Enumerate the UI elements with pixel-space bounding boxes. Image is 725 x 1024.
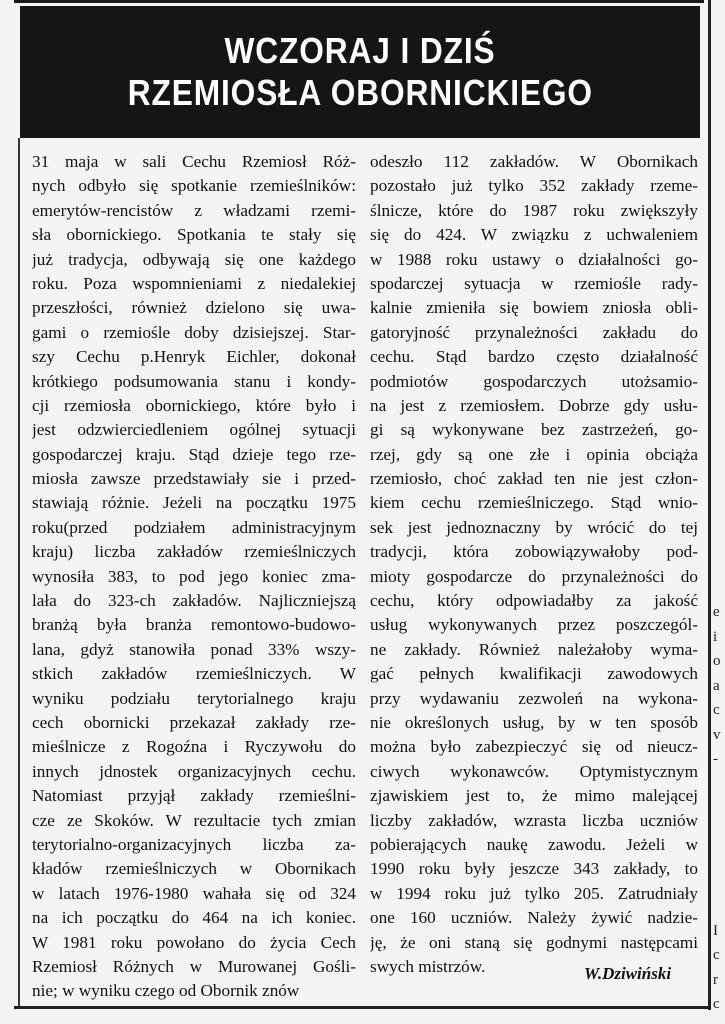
text-line: jest odzwierciedleniem ogólnej sytuacji	[32, 420, 356, 440]
text-line: terytorialno-organizacyjnych liczba za-	[32, 834, 356, 854]
text-line: cze ze Skoków. W rezultacie tych zmian	[32, 810, 356, 830]
author-signature: W.Dziwiński	[584, 964, 672, 983]
edge-fragment: I	[713, 922, 718, 939]
text-line: przeszłości, również dzielono się uwa-	[32, 298, 356, 318]
text-line: rzej, gdy są one złe i opinia obciąża	[370, 444, 698, 464]
text-line: spodarczej sytuacja w rzemiośle rady-	[370, 273, 698, 293]
edge-fragment	[713, 870, 725, 895]
text-line: kiem cechu rzemieślniczego. Stąd wnio-	[370, 493, 698, 513]
text-line: emerytów-rencistów z władzami rzemi-	[32, 200, 356, 220]
edge-fragment: i	[713, 628, 718, 645]
text-line: kalnie zmieniła się bowiem zniosła obli-	[370, 298, 698, 318]
edge-fragment: e	[713, 604, 720, 620]
edge-fragment: c	[713, 702, 720, 718]
text-line: już tradycja, odbywają się one każdego	[32, 249, 356, 269]
article-column-right	[370, 150, 698, 979]
text-line: na jest z rzemiosłem. Dobrze gdy usłu-	[370, 395, 698, 415]
text-line: branżą była branża remontowo-budowo-	[32, 615, 356, 635]
bottom-border	[14, 1006, 711, 1009]
text-line: wynosiła 383, to pod jego koniec zma-	[32, 566, 356, 586]
text-line: cechu, który odpowiadałby za jakość	[370, 591, 698, 611]
text-line: miosła zawsze przedstawiały sie i przed-	[32, 469, 356, 489]
edge-fragment	[713, 796, 725, 821]
text-line: sła obornickiego. Spotkania te stały się	[32, 225, 356, 245]
text-line: nych odbyło się spotkanie rzemieślników:	[32, 176, 356, 196]
text-line: 31 maja w sali Cechu Rzemiosł Róż-	[32, 152, 356, 171]
text-line: innych jdnostek organizacyjnych cechu.	[32, 761, 356, 781]
text-line: gać pełnych kwalifikacji zawodowych	[370, 664, 698, 684]
text-line: liczby zakładów, wzrasta liczba uczniów	[370, 810, 698, 830]
headline-banner	[20, 6, 700, 138]
text-line: Rzemiosł Różnych w Murowanej Gośli-	[32, 956, 356, 976]
edge-fragment: -	[713, 751, 718, 767]
edge-fragment: c	[713, 996, 720, 1012]
text-line: gami o rzemiośle doby dzisiejszej. Star-	[32, 322, 356, 342]
text-line: ne zakłady. Również należałoby wyma-	[370, 639, 698, 659]
text-line: gatoryjność przynależności zakładu do	[370, 322, 698, 342]
text-line: wyniku podziału terytorialnego kraju	[32, 688, 356, 708]
text-line: ślnicze, które do 1987 roku zwiększyły	[370, 200, 698, 220]
text-line: roku. Poza wspomnieniami z niedalekiej	[32, 273, 356, 293]
edge-fragment: r	[713, 971, 718, 988]
text-line: Natomiast przyjął zakłady rzemieślni-	[32, 786, 356, 806]
text-line: na ich początku do 464 na ich koniec.	[32, 908, 356, 928]
text-line: kładów rzemieślniczych w Obornikach	[32, 859, 356, 879]
adjacent-article-fragment	[713, 600, 725, 1017]
text-line: cji rzemiosła obornickiego, które było i	[32, 395, 356, 415]
text-line: w 1994 roku już tylko 205. Zatrudniały	[370, 883, 698, 903]
text-line: gi są wykonywane bez zastrzeżeń, go-	[370, 420, 698, 440]
text-line: gospodarczej kraju. Stąd dzieje tego rze-	[32, 444, 356, 464]
text-line: swych mistrzów.	[370, 956, 486, 976]
top-border	[14, 0, 704, 3]
text-line: lała do 323-ch zakładów. Najliczniejszą	[32, 591, 356, 611]
text-line: w 1988 roku ustawy o działalności go-	[370, 249, 698, 269]
article-column-left	[32, 150, 356, 1004]
text-line: tradycji, która zobowiązywałoby pod-	[370, 542, 698, 562]
text-line: kraju) liczba zakładów rzemieślniczych	[32, 542, 356, 562]
text-line: mieślnicze z Rogoźna i Ryczywołu do	[32, 737, 356, 757]
text-line: roku(przed podziałem administracyjnym	[32, 517, 356, 537]
headline-line-2: RZEMIOSŁA OBORNICKIEGO	[127, 72, 593, 113]
edge-fragment: a	[713, 677, 720, 694]
text-line: krótkiego podsumowania stanu i kondy-	[32, 371, 356, 391]
text-line: pobierających naukę zawodu. Jeżeli w	[370, 834, 698, 854]
text-line: ję, że oni staną się godnymi następcami	[370, 932, 698, 952]
edge-fragment: o	[713, 653, 721, 669]
text-line: cechu. Stąd bardzo często działalność	[370, 347, 698, 367]
edge-fragment	[713, 772, 725, 797]
text-line: nie określonych usług, by w ten sposób	[370, 712, 698, 732]
text-line: pozostało już tylko 352 zakłady rzeme-	[370, 176, 698, 196]
text-line: stawiają różnie. Jeżeli na początku 1975	[32, 493, 356, 513]
text-line: stkich zakładów rzemieślniczych. W	[32, 664, 356, 684]
edge-fragment	[713, 894, 725, 919]
text-line: przy wydawaniu zezwoleń na wykona-	[370, 688, 698, 708]
edge-fragment: c	[713, 947, 720, 963]
text-line: odeszło 112 zakładów. W Obornikach	[370, 152, 698, 171]
text-line: one 160 uczniów. Należy żywić nadzie-	[370, 908, 698, 928]
text-line: można było zabezpieczyć się od nieucz-	[370, 737, 698, 757]
edge-fragment: v	[713, 726, 721, 743]
column-rule	[708, 0, 711, 1010]
text-line: szy Cechu p.Henryk Eichler, dokonał	[32, 347, 356, 367]
text-line: sek jest jednoznaczny by wrócić do tej	[370, 517, 698, 537]
text-line: usług wykonywanych przez poszczegól-	[370, 615, 698, 635]
text-line: podmiotów gospodarczych utożsamio-	[370, 371, 698, 391]
edge-fragment	[713, 821, 725, 846]
left-border	[18, 138, 20, 1006]
text-line: mioty gospodarcze do przynależności do	[370, 566, 698, 586]
headline-line-1: WCZORAJ I DZIŚ	[224, 30, 496, 71]
text-line: w latach 1976-1980 wahała się od 324	[32, 883, 356, 903]
edge-fragment	[713, 845, 725, 870]
text-line: się do 424. W związku z uchwaleniem	[370, 225, 698, 245]
text-line: lana, gdyż stanowiła ponad 33% wszy-	[32, 639, 356, 659]
text-line: 1990 roku były jeszcze 343 zakłady, to	[370, 859, 698, 879]
text-line: ciwych wykonawców. Optymistycznym	[370, 761, 698, 781]
text-line: W 1981 roku powołano do życia Cech	[32, 932, 356, 952]
text-line: nie; w wyniku czego od Obornik znów	[32, 981, 300, 1001]
text-line: rzemiosło, choć zakład ten nie jest człon-	[370, 469, 698, 489]
text-line: cech obornicki przekazał zakłady rze-	[32, 712, 356, 732]
text-line: zjawiskiem jest to, że mimo malejącej	[370, 786, 698, 806]
